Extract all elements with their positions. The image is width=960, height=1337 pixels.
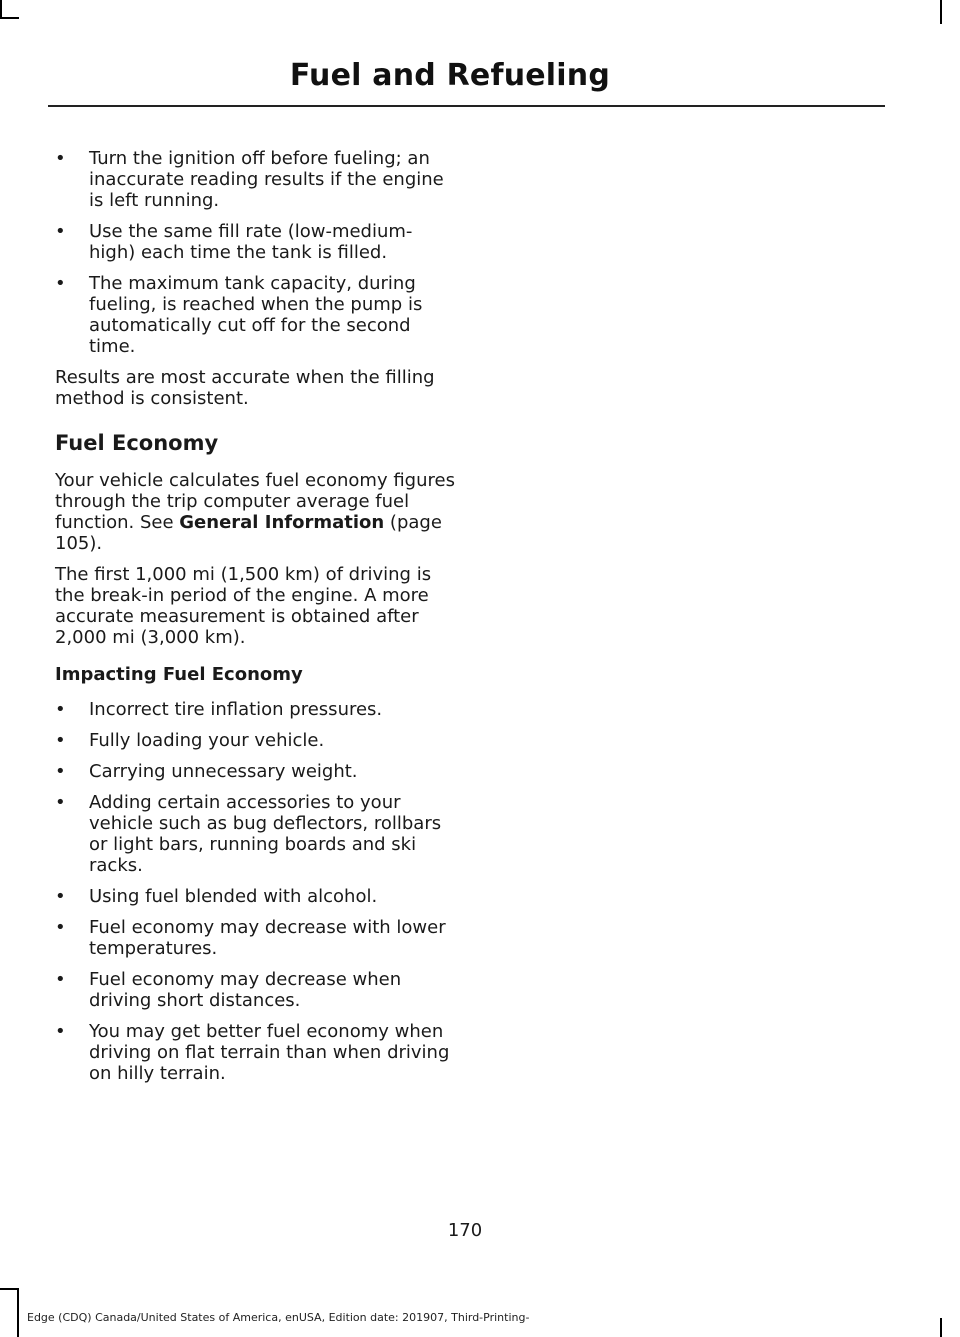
list-item <box>55 792 455 876</box>
bullet-icon: • <box>55 969 66 990</box>
bullet-icon: • <box>55 1021 66 1042</box>
list-item-text: Turn the ignition off before fueling; an inaccurate reading results if the engine is left running. <box>89 148 444 211</box>
bullet-icon: • <box>55 221 66 242</box>
fuel-economy-paragraph <box>55 470 455 554</box>
list-item <box>55 221 455 263</box>
section-heading-impacting-fuel-economy: Impacting Fuel Economy <box>55 664 303 685</box>
list-item <box>55 273 455 357</box>
bullet-icon: • <box>55 273 66 294</box>
footer-edition-info: Edge (CDQ) Canada/United States of America, enUSA, Edition date: 201907, Third-Printing- <box>27 1311 530 1324</box>
list-item-text: Incorrect tire inflation pressures. <box>89 699 383 720</box>
page-title: Fuel and Refueling <box>289 58 610 93</box>
bullet-icon: • <box>55 792 66 813</box>
page-number: 170 <box>447 1220 483 1241</box>
crop-mark-top-left-h <box>0 17 19 19</box>
bullet-icon: • <box>55 730 66 751</box>
crop-mark-bottom-right <box>940 1318 942 1337</box>
break-in-paragraph: The first 1,000 mi (1,500 km) of driving is the break-in period of the engine. A more accurate measurement is obtained after 2,000 mi (3,000 km). <box>55 564 432 648</box>
list-item-text: Fuel economy may decrease when driving short distances. <box>89 969 402 1011</box>
list-item-text: Carrying unnecessary weight. <box>89 761 358 782</box>
list-item <box>55 761 455 782</box>
section-heading-fuel-economy: Fuel Economy <box>55 431 219 455</box>
main-column <box>55 148 455 1094</box>
list-item <box>55 969 455 1011</box>
list-item-text: Fuel economy may decrease with lower temperatures. <box>89 917 446 959</box>
general-information-link[interactable]: General Information <box>179 512 385 533</box>
list-item-text: Fully loading your vehicle. <box>89 730 325 751</box>
bullet-icon: • <box>55 886 66 907</box>
list-item-text: Use the same fill rate (low-medium-high) each time the tank is filled. <box>89 221 413 263</box>
list-item <box>55 1021 455 1084</box>
list-item <box>55 886 455 907</box>
list-item-text: Adding certain accessories to your vehicle such as bug deflectors, rollbars or light bars, running boards and ski racks. <box>89 792 442 876</box>
list-item <box>55 917 455 959</box>
list-item-text: Using fuel blended with alcohol. <box>89 886 378 907</box>
list-item <box>55 730 455 751</box>
list-item <box>55 148 455 211</box>
bullet-icon: • <box>55 148 66 169</box>
results-paragraph: Results are most accurate when the filling method is consistent. <box>55 367 435 409</box>
bullet-icon: • <box>55 699 66 720</box>
paragraph-text: Your vehicle calculates fuel economy figures through the trip computer average fuel function. See <box>55 470 455 533</box>
list-item-text: The maximum tank capacity, during fueling, is reached when the pump is automatically cut off for the second time. <box>89 273 423 357</box>
header-divider <box>48 105 885 107</box>
list-item-text: You may get better fuel economy when driving on flat terrain than when driving on hilly terrain. <box>89 1021 450 1084</box>
crop-mark-top-right <box>940 0 942 24</box>
list-item <box>55 699 455 720</box>
bullet-icon: • <box>55 761 66 782</box>
page-reference: (page 105). <box>55 512 442 554</box>
bullet-icon: • <box>55 917 66 938</box>
crop-mark-bottom-left-v <box>17 1288 19 1337</box>
